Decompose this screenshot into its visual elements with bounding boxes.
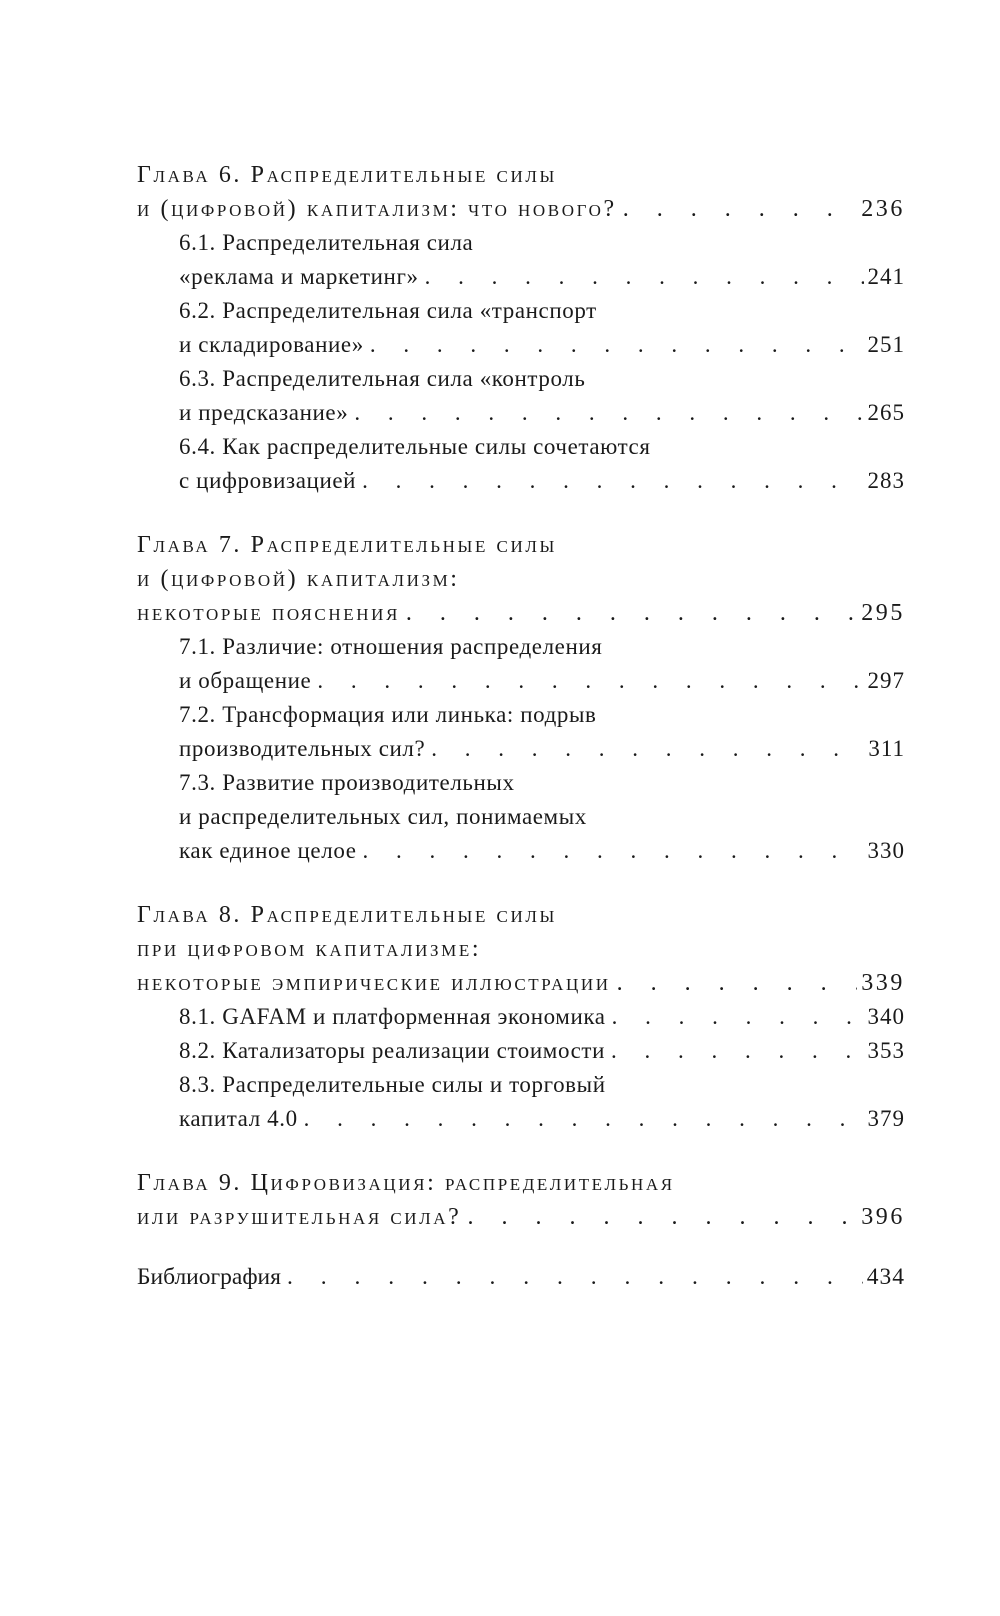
- section-title-line: 6.3. Распределительная сила «контроль: [179, 366, 586, 391]
- chapter-title-line: Глава 7. Распределительные силы: [137, 532, 557, 558]
- section-title-line-with-page: [137, 664, 905, 698]
- page-number: 295: [861, 600, 905, 626]
- section-title-line: 6.4. Как распределительные силы сочетаются: [179, 434, 651, 459]
- section-title-text: 8.2. Катализаторы реализации стоимости: [179, 1038, 605, 1063]
- page-number: 251: [867, 332, 905, 357]
- section-title-text: производительных сил?: [179, 736, 426, 761]
- section-title-text: и складирование»: [179, 332, 364, 357]
- page-number: 339: [861, 970, 905, 996]
- toc-section-6-2[interactable]: [137, 294, 905, 362]
- chapter-title-line-with-page: [137, 966, 905, 1000]
- toc-section-8-3[interactable]: [137, 1068, 905, 1136]
- section-title-line-with-page: [137, 1034, 905, 1068]
- page-number: 311: [868, 736, 905, 761]
- section-title-line: 8.3. Распределительные силы и торговый: [179, 1072, 606, 1097]
- chapter-title-line-with-page: [137, 596, 905, 630]
- bibliography-label: Библиография: [137, 1264, 281, 1290]
- chapter-title-line: при цифровом капитализме:: [137, 936, 482, 962]
- page-number: 353: [867, 1038, 905, 1063]
- section-title-line: 7.3. Развитие производительных: [179, 770, 515, 795]
- page-number: 241: [867, 264, 905, 289]
- spacer: [137, 868, 905, 898]
- dot-leader: [362, 464, 863, 498]
- toc-chapter-9[interactable]: [137, 1166, 905, 1234]
- chapter-title-text: или разрушительная сила?: [137, 1204, 462, 1230]
- chapter-title-line-with-page: [137, 1200, 905, 1234]
- section-title-line-with-page: [137, 1102, 905, 1136]
- section-title-line-with-page: [137, 834, 905, 868]
- section-title-line-with-page: [137, 464, 905, 498]
- section-title-line: 7.1. Различие: отношения распределения: [179, 634, 603, 659]
- page-number: 396: [861, 1204, 905, 1230]
- section-title-text: 8.1. GAFAM и платформенная экономика: [179, 1004, 606, 1029]
- toc-section-7-2[interactable]: [137, 698, 905, 766]
- toc-section-6-4[interactable]: [137, 430, 905, 498]
- chapter-title-line-with-page: [137, 192, 905, 226]
- toc-bibliography[interactable]: [137, 1260, 905, 1294]
- section-title-line-with-page: [137, 396, 905, 430]
- page-number: 297: [867, 668, 905, 693]
- dot-leader: [370, 328, 864, 362]
- section-title-text: как единое целое: [179, 838, 357, 863]
- toc-section-6-1[interactable]: [137, 226, 905, 294]
- section-title-line: 6.1. Распределительная сила: [179, 230, 474, 255]
- dot-leader: [623, 192, 857, 226]
- page-number: 379: [867, 1106, 905, 1131]
- dot-leader: [354, 396, 863, 430]
- section-title-line-with-page: [137, 328, 905, 362]
- table-of-contents: [137, 158, 905, 1294]
- dot-leader: [304, 1102, 864, 1136]
- chapter-title-line: Глава 9. Цифровизация: распределительная: [137, 1170, 675, 1196]
- dot-leader: [617, 966, 858, 1000]
- section-title-line: и распределительных сил, понимаемых: [179, 804, 587, 829]
- dot-leader: [363, 834, 864, 868]
- toc-section-7-1[interactable]: [137, 630, 905, 698]
- section-title-text: капитал 4.0: [179, 1106, 298, 1131]
- chapter-title-line: и (цифровой) капитализм:: [137, 566, 460, 592]
- section-title-text: «реклама и маркетинг»: [179, 264, 419, 289]
- section-title-text: с цифровизацией: [179, 468, 357, 493]
- chapter-title-text: некоторые эмпирические иллюстрации: [137, 970, 611, 996]
- dot-leader: [431, 732, 864, 766]
- chapter-title-text: и (цифровой) капитализм: что нового?: [137, 196, 617, 222]
- bibliography-line: [137, 1260, 905, 1294]
- section-title-line: 7.2. Трансформация или линька: подрыв: [179, 702, 597, 727]
- spacer: [137, 1234, 905, 1260]
- page-number: 434: [866, 1264, 905, 1290]
- section-title-line-with-page: [137, 260, 905, 294]
- toc-section-8-2[interactable]: [137, 1034, 905, 1068]
- toc-section-8-1[interactable]: [137, 1000, 905, 1034]
- section-title-line-with-page: [137, 732, 905, 766]
- toc-section-7-3[interactable]: [137, 766, 905, 868]
- chapter-title-line: Глава 8. Распределительные силы: [137, 902, 557, 928]
- page-number: 330: [867, 838, 905, 863]
- section-title-text: и обращение: [179, 668, 312, 693]
- toc-chapter-7[interactable]: [137, 528, 905, 630]
- spacer: [137, 1136, 905, 1166]
- page-number: 283: [867, 468, 905, 493]
- dot-leader: [317, 664, 863, 698]
- toc-chapter-6[interactable]: [137, 158, 905, 226]
- section-title-text: и предсказание»: [179, 400, 349, 425]
- dot-leader: [467, 1200, 857, 1234]
- section-title-line: 6.2. Распределительная сила «транспорт: [179, 298, 597, 323]
- section-title-line-with-page: [137, 1000, 905, 1034]
- dot-leader: [425, 260, 864, 294]
- toc-section-6-3[interactable]: [137, 362, 905, 430]
- dot-leader: [406, 596, 857, 630]
- page-number: 265: [867, 400, 905, 425]
- dot-leader: [612, 1000, 864, 1034]
- spacer: [137, 498, 905, 528]
- dot-leader: [287, 1260, 863, 1294]
- chapter-title-line: Глава 6. Распределительные силы: [137, 162, 557, 188]
- dot-leader: [611, 1034, 864, 1068]
- page-number: 236: [861, 196, 905, 222]
- chapter-title-text: некоторые пояснения: [137, 600, 400, 626]
- toc-chapter-8[interactable]: [137, 898, 905, 1000]
- page-number: 340: [867, 1004, 905, 1029]
